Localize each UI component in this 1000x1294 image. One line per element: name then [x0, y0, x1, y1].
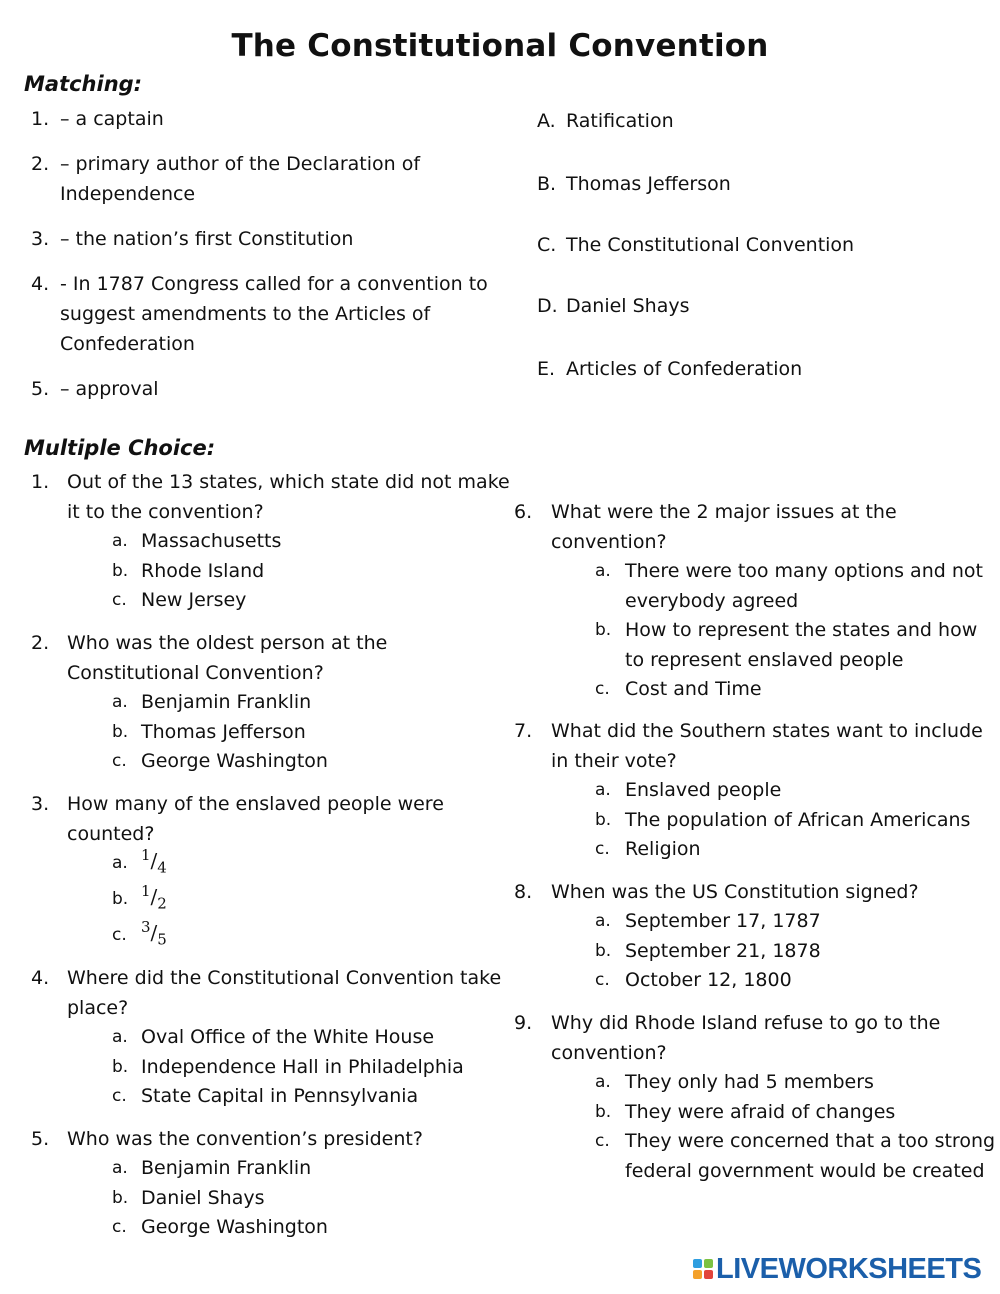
option-text: They only had 5 members: [625, 1071, 874, 1093]
question-number: 3.: [31, 793, 50, 815]
option-letter: b.: [112, 560, 129, 581]
option-letter: c.: [112, 925, 127, 945]
matching-item-number: 5.: [31, 378, 50, 400]
option-letter: a.: [595, 780, 611, 800]
option-letter: c.: [112, 590, 127, 610]
option-text: Massachusetts: [141, 530, 282, 552]
matching-answer-letter: B.: [537, 173, 557, 195]
question-number: 2.: [31, 632, 50, 654]
matching-answer-text: Thomas Jefferson: [566, 173, 731, 195]
question-number: 6.: [514, 501, 533, 523]
fraction-numerator: 1: [141, 882, 151, 900]
option-text: October 12, 1800: [625, 969, 792, 991]
logo-square-red: [704, 1270, 713, 1279]
option-letter: b.: [595, 940, 612, 961]
matching-item-text: suggest amendments to the Articles of: [60, 303, 431, 325]
option-text: federal government would be created: [625, 1159, 985, 1182]
option-text: Independence Hall in Philadelphia: [141, 1055, 464, 1078]
question-text: How many of the enslaved people were: [67, 793, 444, 815]
option-letter: b.: [595, 809, 612, 830]
matching-item-text: – a captain: [60, 108, 164, 130]
question-text: convention?: [551, 531, 667, 553]
option-letter: b.: [595, 1101, 612, 1122]
option-letter: c.: [595, 679, 610, 699]
option-fraction: [141, 846, 167, 877]
question-text: Who was the convention’s president?: [67, 1128, 423, 1150]
option-text: George Washington: [141, 1216, 328, 1238]
matching-item-number: 3.: [31, 228, 50, 250]
matching-item-text: Independence: [60, 183, 196, 205]
matching-item-text: Confederation: [60, 333, 195, 355]
option-letter: c.: [595, 839, 610, 859]
page-title: The Constitutional Convention: [231, 28, 769, 64]
matching-answer-text: Daniel Shays: [566, 295, 690, 317]
option-letter: a.: [112, 1027, 128, 1047]
option-fraction: [141, 918, 167, 949]
option-letter: c.: [595, 970, 610, 990]
question-number: 5.: [31, 1128, 50, 1150]
option-letter: b.: [112, 889, 129, 909]
option-text: September 17, 1787: [625, 910, 821, 932]
option-letter: a.: [112, 853, 128, 873]
fraction-denominator: 4: [157, 858, 167, 877]
option-letter: c.: [112, 751, 127, 771]
question-text: What did the Southern states want to include: [551, 720, 983, 742]
matching-item-text: – approval: [60, 378, 159, 400]
option-letter: a.: [595, 561, 611, 581]
option-text: They were afraid of changes: [625, 1100, 896, 1123]
fraction-slash: /: [150, 884, 158, 909]
option-letter: a.: [112, 1158, 128, 1178]
option-text: George Washington: [141, 750, 328, 772]
matching-item-text: – the nation’s first Constitution: [60, 228, 354, 250]
option-text: everybody agreed: [625, 589, 799, 612]
question-text: place?: [67, 997, 129, 1019]
question-text: convention?: [551, 1042, 667, 1064]
option-text: Enslaved people: [625, 779, 782, 801]
option-letter: a.: [112, 531, 128, 551]
fraction-denominator: 2: [157, 894, 167, 913]
option-text: How to represent the states and how: [625, 619, 978, 641]
matching-item-number: 4.: [31, 273, 50, 295]
option-letter: b.: [112, 1056, 129, 1077]
matching-answer-text: The Constitutional Convention: [566, 234, 855, 256]
logo-text: LIVEWORKSHEETS: [716, 1252, 982, 1285]
option-fraction: [141, 882, 167, 913]
question-number: 7.: [514, 720, 533, 742]
matching-item-text: - In 1787 Congress called for a convention to: [60, 273, 488, 295]
option-letter: b.: [112, 1187, 129, 1208]
question-number: 1.: [31, 471, 50, 493]
matching-answer-text: Ratification: [566, 110, 674, 132]
matching-answer-letter: C.: [537, 234, 557, 256]
liveworksheets-logo-icon: [693, 1259, 713, 1279]
logo-square-orange: [693, 1270, 702, 1279]
option-text: Cost and Time: [625, 678, 762, 700]
matching-item-number: 1.: [31, 108, 50, 130]
option-letter: c.: [595, 1131, 610, 1151]
option-text: Benjamin Franklin: [141, 1157, 312, 1179]
matching-answer-text: Articles of Confederation: [566, 358, 803, 380]
matching-answer-letter: D.: [537, 295, 558, 317]
option-text: Oval Office of the White House: [141, 1026, 435, 1048]
fraction-denominator: 5: [157, 930, 167, 949]
fraction-slash: /: [150, 848, 158, 873]
matching-answer-letter: E.: [537, 358, 556, 380]
fraction-numerator: 1: [141, 846, 151, 864]
question-text: Where did the Constitutional Convention take: [67, 967, 502, 989]
option-text: New Jersey: [141, 589, 247, 611]
question-text: When was the US Constitution signed?: [551, 881, 919, 903]
option-text: September 21, 1878: [625, 939, 821, 962]
option-text: Thomas Jefferson: [141, 720, 306, 743]
option-letter: a.: [112, 692, 128, 712]
option-text: State Capital in Pennsylvania: [141, 1085, 419, 1107]
question-text: in their vote?: [551, 750, 677, 772]
option-text: Daniel Shays: [141, 1186, 265, 1209]
question-number: 4.: [31, 967, 50, 989]
question-text: Who was the oldest person at the: [67, 632, 388, 654]
option-letter: c.: [112, 1086, 127, 1106]
question-text: Why did Rhode Island refuse to go to the: [551, 1012, 941, 1034]
question-text: counted?: [67, 823, 155, 845]
option-letter: b.: [112, 721, 129, 742]
question-text: it to the convention?: [67, 501, 264, 523]
option-text: Religion: [625, 838, 701, 860]
matching-item-number: 2.: [31, 153, 50, 175]
matching-heading: Matching:: [24, 72, 143, 96]
multiple-choice-heading: Multiple Choice:: [24, 436, 216, 460]
matching-answer-letter: A.: [537, 110, 556, 132]
logo-square-blue: [693, 1259, 702, 1268]
liveworksheets-logo: [693, 1253, 981, 1285]
option-letter: b.: [595, 620, 612, 640]
question-number: 9.: [514, 1012, 533, 1034]
question-number: 8.: [514, 881, 533, 903]
option-text: Benjamin Franklin: [141, 691, 312, 713]
option-text: The population of African Americans: [625, 808, 971, 831]
option-text: Rhode Island: [141, 559, 265, 582]
question-text: Out of the 13 states, which state did not make: [67, 471, 510, 493]
option-letter: a.: [595, 911, 611, 931]
question-text: Constitutional Convention?: [67, 662, 324, 684]
question-text: What were the 2 major issues at the: [551, 501, 897, 523]
option-text: There were too many options and not: [625, 560, 983, 582]
fraction-numerator: 3: [141, 918, 151, 936]
matching-item-text: – primary author of the Declaration of: [60, 153, 421, 175]
option-letter: a.: [595, 1072, 611, 1092]
logo-square-green: [704, 1259, 713, 1268]
option-text: to represent enslaved people: [625, 648, 904, 671]
fraction-slash: /: [150, 920, 158, 945]
option-letter: c.: [112, 1217, 127, 1237]
option-text: They were concerned that a too strong: [625, 1130, 996, 1152]
